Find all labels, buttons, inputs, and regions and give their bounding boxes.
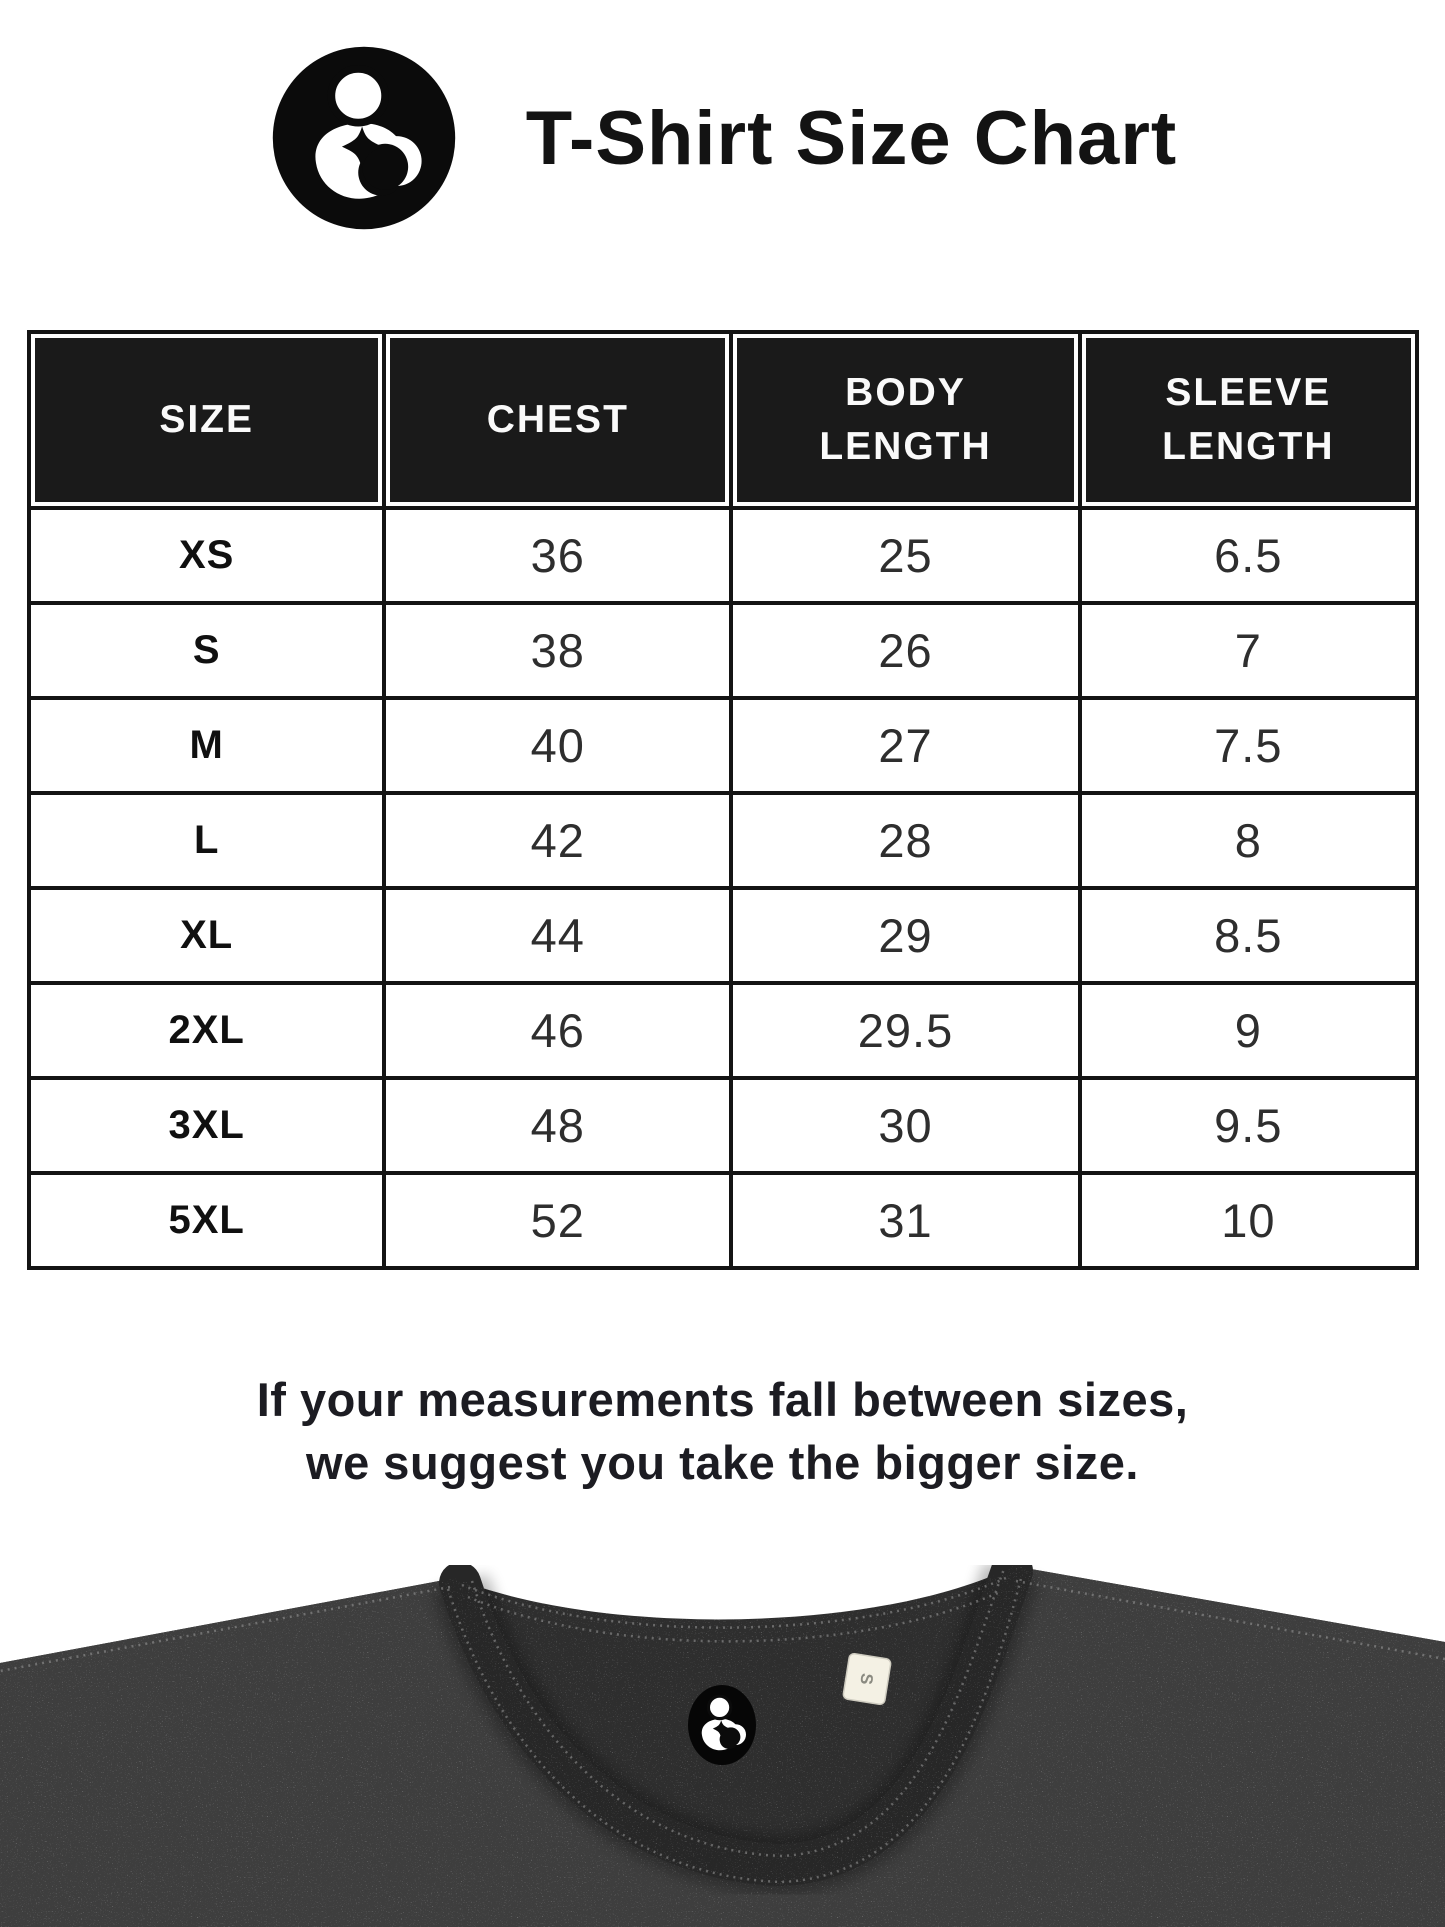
size-table-wrap (27, 330, 1419, 1270)
table-row-xl (29, 888, 1417, 983)
body-length-cell: 26 (731, 603, 1079, 698)
table-row-m (29, 698, 1417, 793)
size-cell: L (29, 793, 384, 888)
col-header-size (29, 332, 384, 508)
col-header-size-label: SIZE (159, 398, 254, 442)
table-row-l (29, 793, 1417, 888)
size-cell: XS (29, 508, 384, 603)
col-header-body-length-label: BODY LENGTH (819, 371, 992, 468)
chest-cell: 46 (384, 983, 731, 1078)
sleeve-length-cell: 7 (1080, 603, 1417, 698)
chest-cell: 52 (384, 1173, 731, 1268)
size-tag-text: S (856, 1672, 877, 1686)
size-table-body (29, 508, 1417, 1268)
sleeve-length-cell: 8 (1080, 793, 1417, 888)
brand-logo-svg (268, 42, 460, 234)
brand-logo-icon (268, 42, 460, 234)
body-length-cell: 29.5 (731, 983, 1079, 1078)
sizing-note-line2: we suggest you take the bigger size. (306, 1436, 1139, 1489)
size-cell: 2XL (29, 983, 384, 1078)
sleeve-length-cell: 8.5 (1080, 888, 1417, 983)
chest-cell: 38 (384, 603, 731, 698)
size-table (27, 330, 1419, 1270)
body-length-cell: 30 (731, 1078, 1079, 1173)
body-length-cell: 27 (731, 698, 1079, 793)
sizing-note-line1: If your measurements fall between sizes, (256, 1373, 1189, 1426)
tshirt-photo (0, 1565, 1445, 1927)
body-length-cell: 25 (731, 508, 1079, 603)
header-row (29, 332, 1417, 508)
page-title: T-Shirt Size Chart (525, 95, 1178, 181)
sleeve-length-cell: 7.5 (1080, 698, 1417, 793)
size-cell: XL (29, 888, 384, 983)
sleeve-length-cell: 10 (1080, 1173, 1417, 1268)
col-header-sleeve-length (1080, 332, 1417, 508)
body-length-cell: 31 (731, 1173, 1079, 1268)
chest-cell: 42 (384, 793, 731, 888)
table-row-2xl (29, 983, 1417, 1078)
table-row-xs (29, 508, 1417, 603)
size-table-head (29, 332, 1417, 508)
body-length-cell: 29 (731, 888, 1079, 983)
body-length-cell: 28 (731, 793, 1079, 888)
chest-cell: 44 (384, 888, 731, 983)
sleeve-length-cell: 9 (1080, 983, 1417, 1078)
size-cell: 5XL (29, 1173, 384, 1268)
chest-cell: 36 (384, 508, 731, 603)
size-tag (843, 1653, 892, 1705)
col-header-body-length (731, 332, 1079, 508)
size-cell: 3XL (29, 1078, 384, 1173)
col-header-sleeve-length-label: SLEEVE LENGTH (1162, 371, 1335, 468)
neck-label-logo-icon (688, 1685, 756, 1765)
header (0, 42, 1445, 234)
chest-cell: 48 (384, 1078, 731, 1173)
size-cell: S (29, 603, 384, 698)
size-cell: M (29, 698, 384, 793)
table-row-3xl (29, 1078, 1417, 1173)
sleeve-length-cell: 6.5 (1080, 508, 1417, 603)
col-header-chest (384, 332, 731, 508)
sizing-note (0, 1368, 1445, 1494)
chest-cell: 40 (384, 698, 731, 793)
col-header-chest-label: CHEST (486, 398, 629, 442)
table-row-s (29, 603, 1417, 698)
table-row-5xl (29, 1173, 1417, 1268)
sleeve-length-cell: 9.5 (1080, 1078, 1417, 1173)
